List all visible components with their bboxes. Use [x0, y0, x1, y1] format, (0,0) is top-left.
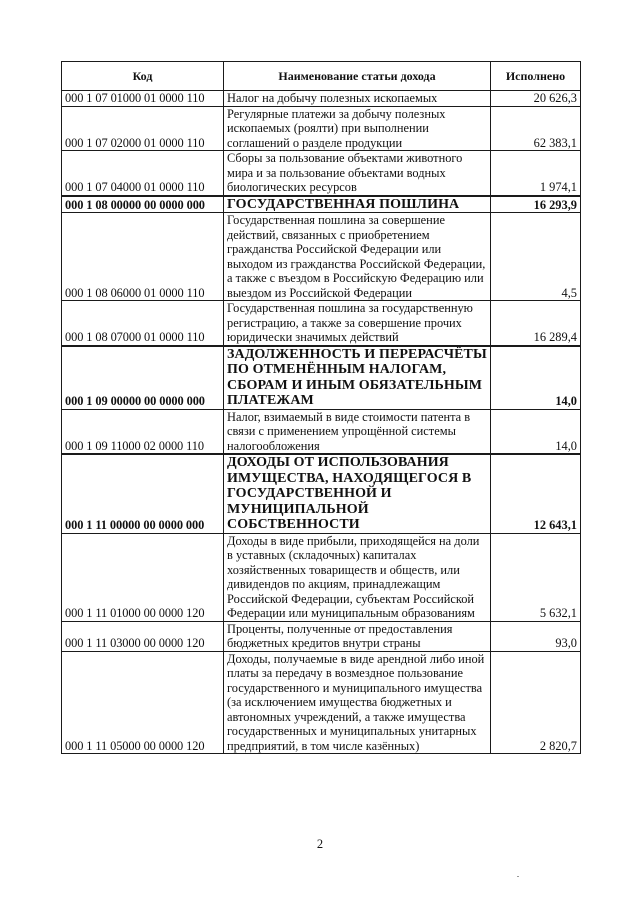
header-name: Наименование статьи дохода	[224, 62, 491, 91]
table-body	[62, 91, 581, 754]
row-name: Государственная пошлина за государственную регистрацию, а также за совершение прочих юридически значимых действий	[224, 301, 491, 346]
row-amount: 5 632,1	[491, 533, 581, 621]
row-amount: 2 820,7	[491, 651, 581, 754]
row-amount: 16 293,9	[491, 196, 581, 213]
row-amount: 12 643,1	[491, 454, 581, 533]
row-code: 000 1 11 01000 00 0000 120	[62, 533, 224, 621]
row-code: 000 1 08 07000 01 0000 110	[62, 301, 224, 346]
table-row-section	[62, 196, 581, 213]
row-code: 000 1 09 11000 02 0000 110	[62, 409, 224, 454]
table-row	[62, 213, 581, 301]
table-header-row	[62, 62, 581, 91]
table-row	[62, 91, 581, 107]
row-name: Сборы за пользование объектами животного мира и за пользование объектами водных биологических ресурсов	[224, 151, 491, 196]
page-number: 2	[316, 837, 324, 851]
table-row	[62, 409, 581, 454]
row-code: 000 1 11 05000 00 0000 120	[62, 651, 224, 754]
row-name: Проценты, полученные от предоставления бюджетных кредитов внутри страны	[224, 621, 491, 651]
row-name: Налог на добычу полезных ископаемых	[224, 91, 491, 107]
row-amount: 4,5	[491, 213, 581, 301]
row-amount: 93,0	[491, 621, 581, 651]
row-name: Регулярные платежи за добычу полезных ископаемых (роялти) при выполнении соглашений о разделе продукции	[224, 106, 491, 151]
row-code: 000 1 08 06000 01 0000 110	[62, 213, 224, 301]
row-name: ДОХОДЫ ОТ ИСПОЛЬЗОВАНИЯ ИМУЩЕСТВА, НАХОДЯЩЕГОСЯ В ГОСУДАРСТВЕННОЙ И МУНИЦИПАЛЬНОЙ СОБСТВЕННОСТИ	[224, 454, 491, 533]
row-name: Налог, взимаемый в виде стоимости патента в связи с применением упрощённой системы налогообложения	[224, 409, 491, 454]
table-row-section	[62, 454, 581, 533]
row-code: 000 1 08 00000 00 0000 000	[62, 196, 224, 213]
table-row	[62, 621, 581, 651]
row-code: 000 1 09 00000 00 0000 000	[62, 346, 224, 410]
table-row	[62, 106, 581, 151]
row-code: 000 1 11 03000 00 0000 120	[62, 621, 224, 651]
row-amount: 14,0	[491, 409, 581, 454]
row-code: 000 1 11 00000 00 0000 000	[62, 454, 224, 533]
row-code: 000 1 07 02000 01 0000 110	[62, 106, 224, 151]
row-name: Доходы в виде прибыли, приходящейся на доли в уставных (складочных) капиталах хозяйственных товариществ и обществ, или дивидендов по акциям, принадлежащим Российской Федерации, субъектам Российской Федерации или муниципальным образованиям	[224, 533, 491, 621]
table-row	[62, 651, 581, 754]
row-amount: 1 974,1	[491, 151, 581, 196]
table-row	[62, 301, 581, 346]
table-row-section	[62, 346, 581, 410]
row-name: ГОСУДАРСТВЕННАЯ ПОШЛИНА	[224, 196, 491, 213]
header-amount: Исполнено	[491, 62, 581, 91]
row-amount: 20 626,3	[491, 91, 581, 107]
table-row	[62, 151, 581, 196]
header-code: Код	[62, 62, 224, 91]
row-amount: 14,0	[491, 346, 581, 410]
row-name: Доходы, получаемые в виде арендной либо иной платы за передачу в возмездное пользование государственного и муниципального имущества (за исключением имущества бюджетных и автономных учреждений, а также имущества государственных и муниципальных унитарных предприятий, в том числе казённых)	[224, 651, 491, 754]
table-row	[62, 533, 581, 621]
row-amount: 62 383,1	[491, 106, 581, 151]
row-code: 000 1 07 04000 01 0000 110	[62, 151, 224, 196]
row-amount: 16 289,4	[491, 301, 581, 346]
row-name: Государственная пошлина за совершение действий, связанных с приобретением гражданства Российской Федерации или выходом из гражданства Российской Федерации, а также с въездом в Российскую Федерацию или выездом из Российской Федерации	[224, 213, 491, 301]
row-code: 000 1 07 01000 01 0000 110	[62, 91, 224, 107]
revenue-table	[61, 61, 581, 754]
row-name: ЗАДОЛЖЕННОСТЬ И ПЕРЕРАСЧЁТЫ ПО ОТМЕНЁННЫМ НАЛОГАМ, СБОРАМ И ИНЫМ ОБЯЗАТЕЛЬНЫМ ПЛАТЕЖАМ	[224, 346, 491, 410]
scan-speck	[517, 876, 519, 877]
